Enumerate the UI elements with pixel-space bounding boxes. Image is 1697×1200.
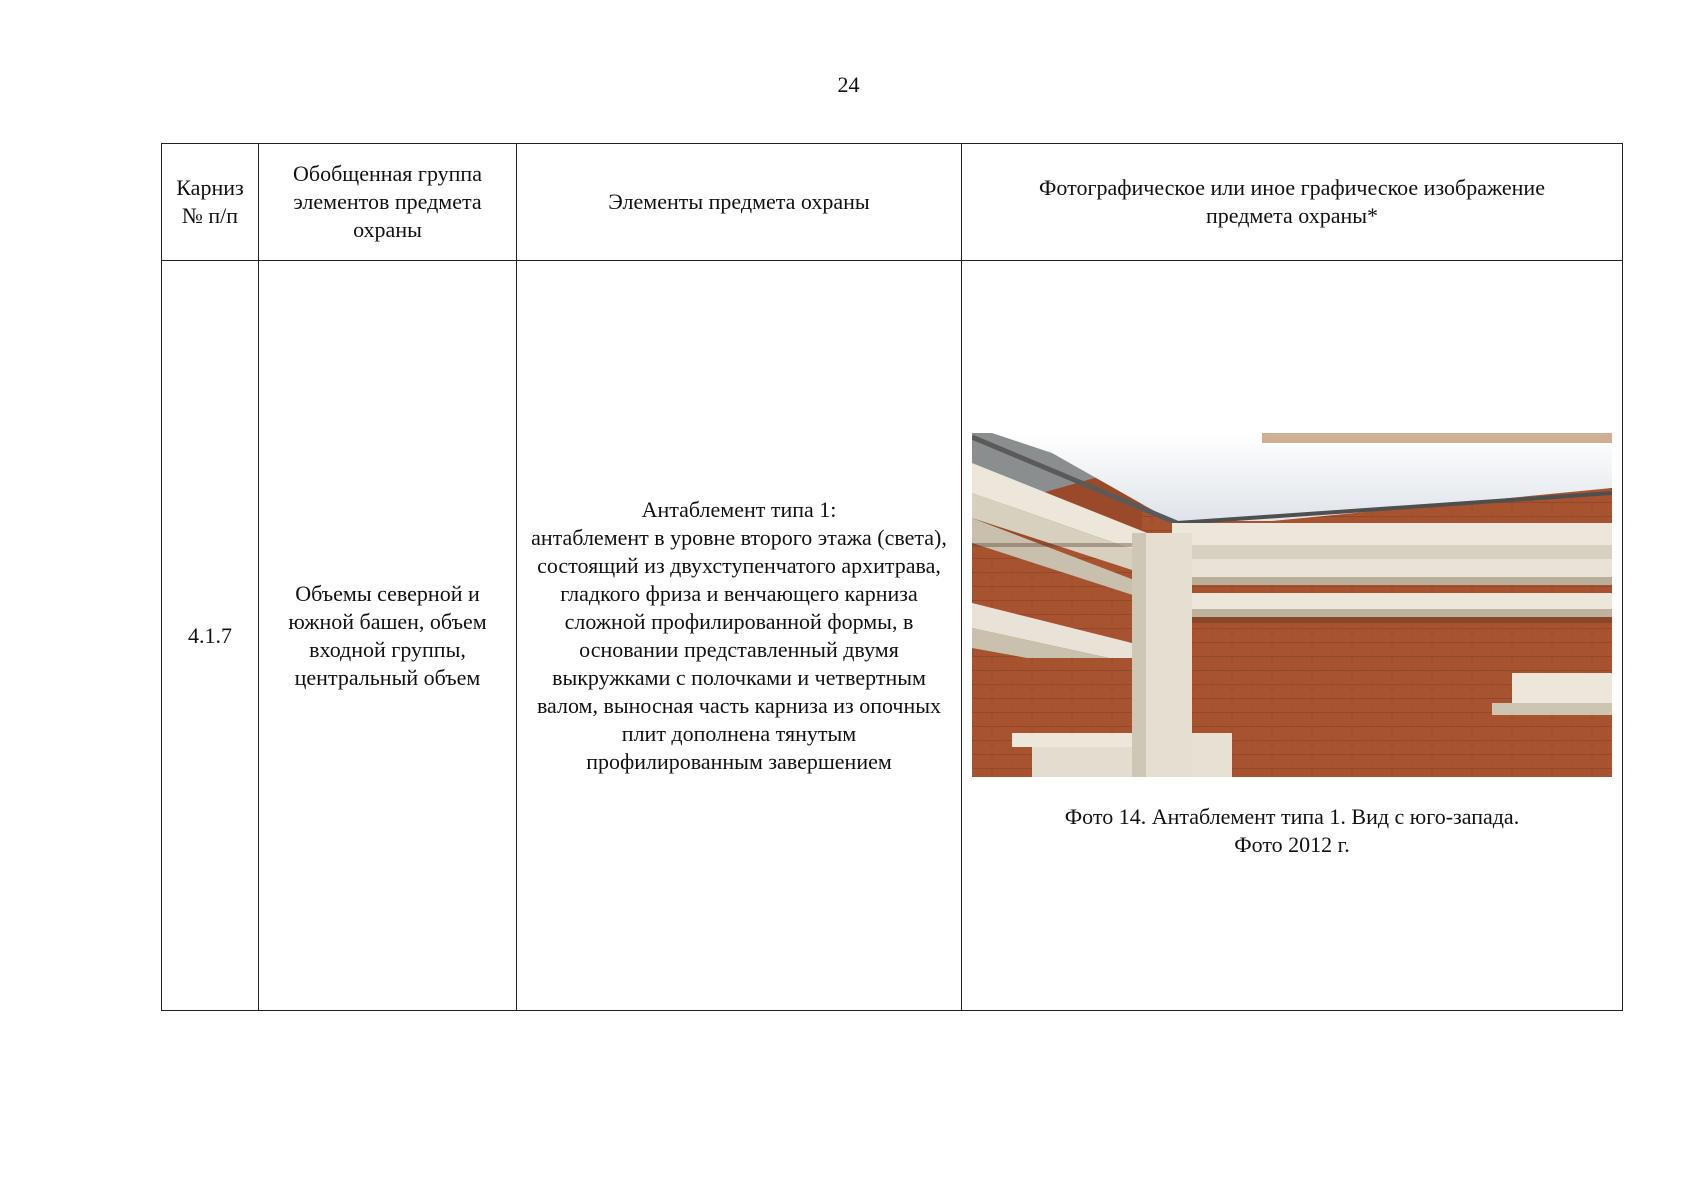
row-number: 4.1.7 xyxy=(162,261,259,1011)
entablature-photo xyxy=(972,433,1612,777)
photo-caption-line-2: Фото 2012 г. xyxy=(1234,831,1350,857)
heritage-elements-table xyxy=(161,143,1623,1011)
table-header-row xyxy=(162,144,1623,261)
photo-caption-line-1: Фото 14. Антаблемент типа 1. Вид с юго-запада. xyxy=(1064,803,1520,829)
header-cornice-number: Карниз № п/п xyxy=(162,144,259,261)
elements-title: Антаблемент типа 1: xyxy=(641,496,837,522)
table-row xyxy=(162,261,1623,1011)
header-element-group: Обобщенная группа элементов предмета охраны xyxy=(259,144,517,261)
header-protected-elements: Элементы предмета охраны xyxy=(517,144,962,261)
page-number: 24 xyxy=(837,72,860,97)
photo-figure xyxy=(970,413,1614,859)
row-photo-cell xyxy=(962,261,1623,1011)
header-photo-image: Фотографическое или иное графическое изображение предмета охраны* xyxy=(962,144,1623,261)
row-element-group: Объемы северной и южной башен, объем входной группы, центральный объем xyxy=(259,261,517,1011)
row-protected-elements xyxy=(517,261,962,1011)
elements-description: антаблемент в уровне второго этажа (света), состоящий из двухступенчатого архитрава, гладкого фриза и венчающего карниза сложной профилированной формы, в основании представленный двумя выкружками с полочками и четвертным валом, выносная часть карниза из опочных плит дополнена тянутым профилированным завершением xyxy=(531,524,947,774)
photo-caption xyxy=(1065,803,1519,859)
